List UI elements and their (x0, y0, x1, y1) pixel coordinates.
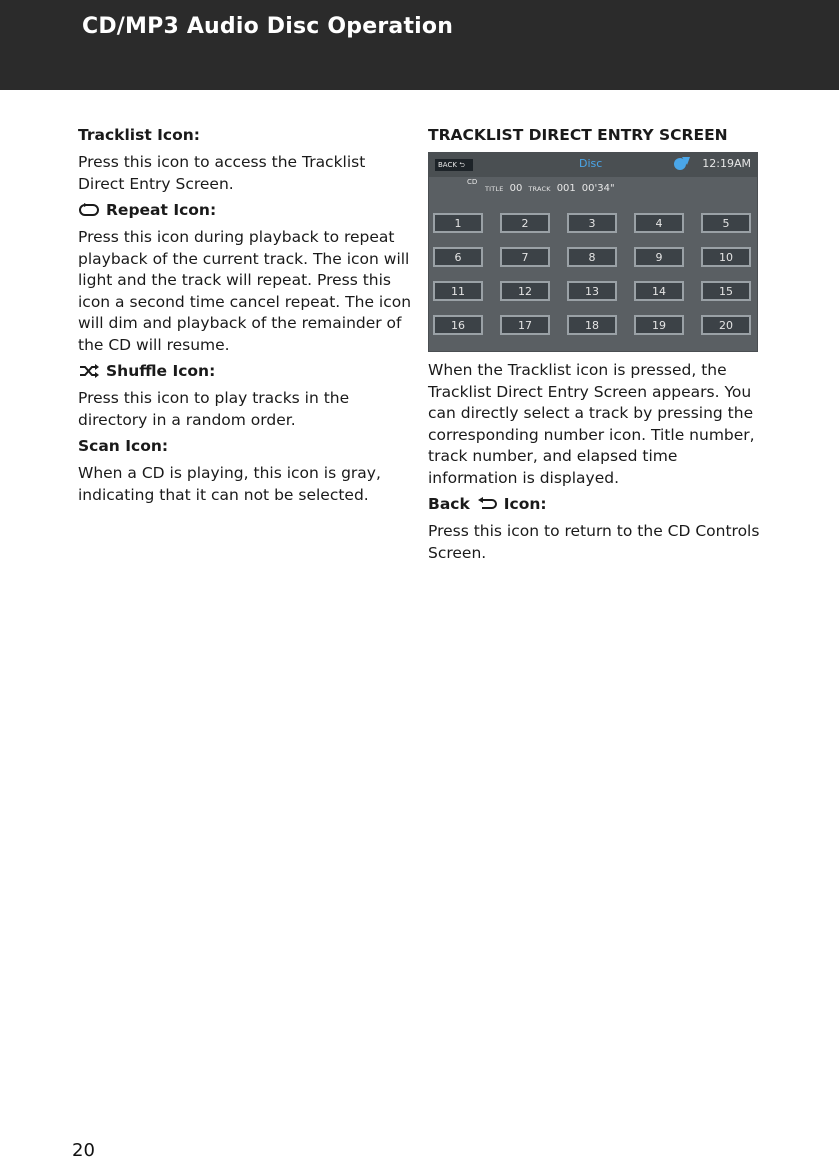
tracklist-screen-image (428, 152, 758, 352)
track-key-1[interactable]: 1 (433, 213, 483, 233)
back-text: Press this icon to return to the CD Controls Screen. (428, 522, 760, 562)
left-column (78, 124, 413, 510)
screen-description: When the Tracklist icon is pressed, the Tracklist Direct Entry Screen appears. You can directly select a track by pressing the corresponding number icon. Title number, track number, and elapsed time information is displayed. (428, 361, 755, 487)
back-heading: Back Icon: (428, 495, 547, 513)
scan-text: When a CD is playing, this icon is gray, indicating that it can not be selected. (78, 464, 381, 504)
track-key-13[interactable]: 13 (567, 281, 617, 301)
tracklist-heading: Tracklist Icon: (78, 126, 200, 144)
track-key-18[interactable]: 18 (567, 315, 617, 335)
track-key-14[interactable]: 14 (634, 281, 684, 301)
shuffle-text: Press this icon to play tracks in the directory in a random order. (78, 389, 350, 429)
track-key-grid (433, 213, 753, 347)
track-key-8[interactable]: 8 (567, 247, 617, 267)
header-bar (0, 0, 839, 90)
track-key-5[interactable]: 5 (701, 213, 751, 233)
track-key-10[interactable]: 10 (701, 247, 751, 267)
shuffle-heading: Shuffle Icon: (78, 360, 413, 382)
back-arrow-icon: ⮌ (459, 161, 465, 169)
track-key-17[interactable]: 17 (500, 315, 550, 335)
repeat-icon (78, 202, 100, 218)
page-title: CD/MP3 Audio Disc Operation (82, 14, 454, 39)
track-key-6[interactable]: 6 (433, 247, 483, 267)
back-arrow-icon (476, 496, 498, 512)
track-key-11[interactable]: 11 (433, 281, 483, 301)
repeat-text: Press this icon during playback to repeat playback of the current track. The icon will light and the track will repeat. Press this icon a second time cancel repeat. The icon will dim and playback of the remainder of the CD will resume. (78, 228, 412, 354)
screen-clock: 12:19AM (702, 157, 751, 170)
screen-cd-label: CD (467, 178, 478, 186)
screen-back-button[interactable]: BACK ⮌ (435, 159, 473, 171)
right-column (428, 124, 763, 568)
track-key-2[interactable]: 2 (500, 213, 550, 233)
shuffle-icon (78, 363, 100, 379)
page-number: 20 (72, 1140, 95, 1161)
track-key-9[interactable]: 9 (634, 247, 684, 267)
scan-heading: Scan Icon: (78, 437, 169, 455)
tracklist-screen-heading: TRACKLIST DIRECT ENTRY SCREEN (428, 126, 728, 144)
screen-mode-label: Disc (579, 157, 603, 170)
tracklist-text: Press this icon to access the Tracklist Direct Entry Screen. (78, 153, 366, 193)
track-key-20[interactable]: 20 (701, 315, 751, 335)
tracklist-icon[interactable] (671, 155, 693, 171)
track-key-7[interactable]: 7 (500, 247, 550, 267)
repeat-heading: Repeat Icon: (78, 199, 413, 221)
track-key-16[interactable]: 16 (433, 315, 483, 335)
screen-info-line: TITLE 00 TRACK 001 00'34" (485, 183, 615, 194)
track-key-19[interactable]: 19 (634, 315, 684, 335)
track-key-3[interactable]: 3 (567, 213, 617, 233)
track-key-4[interactable]: 4 (634, 213, 684, 233)
track-key-15[interactable]: 15 (701, 281, 751, 301)
track-key-12[interactable]: 12 (500, 281, 550, 301)
